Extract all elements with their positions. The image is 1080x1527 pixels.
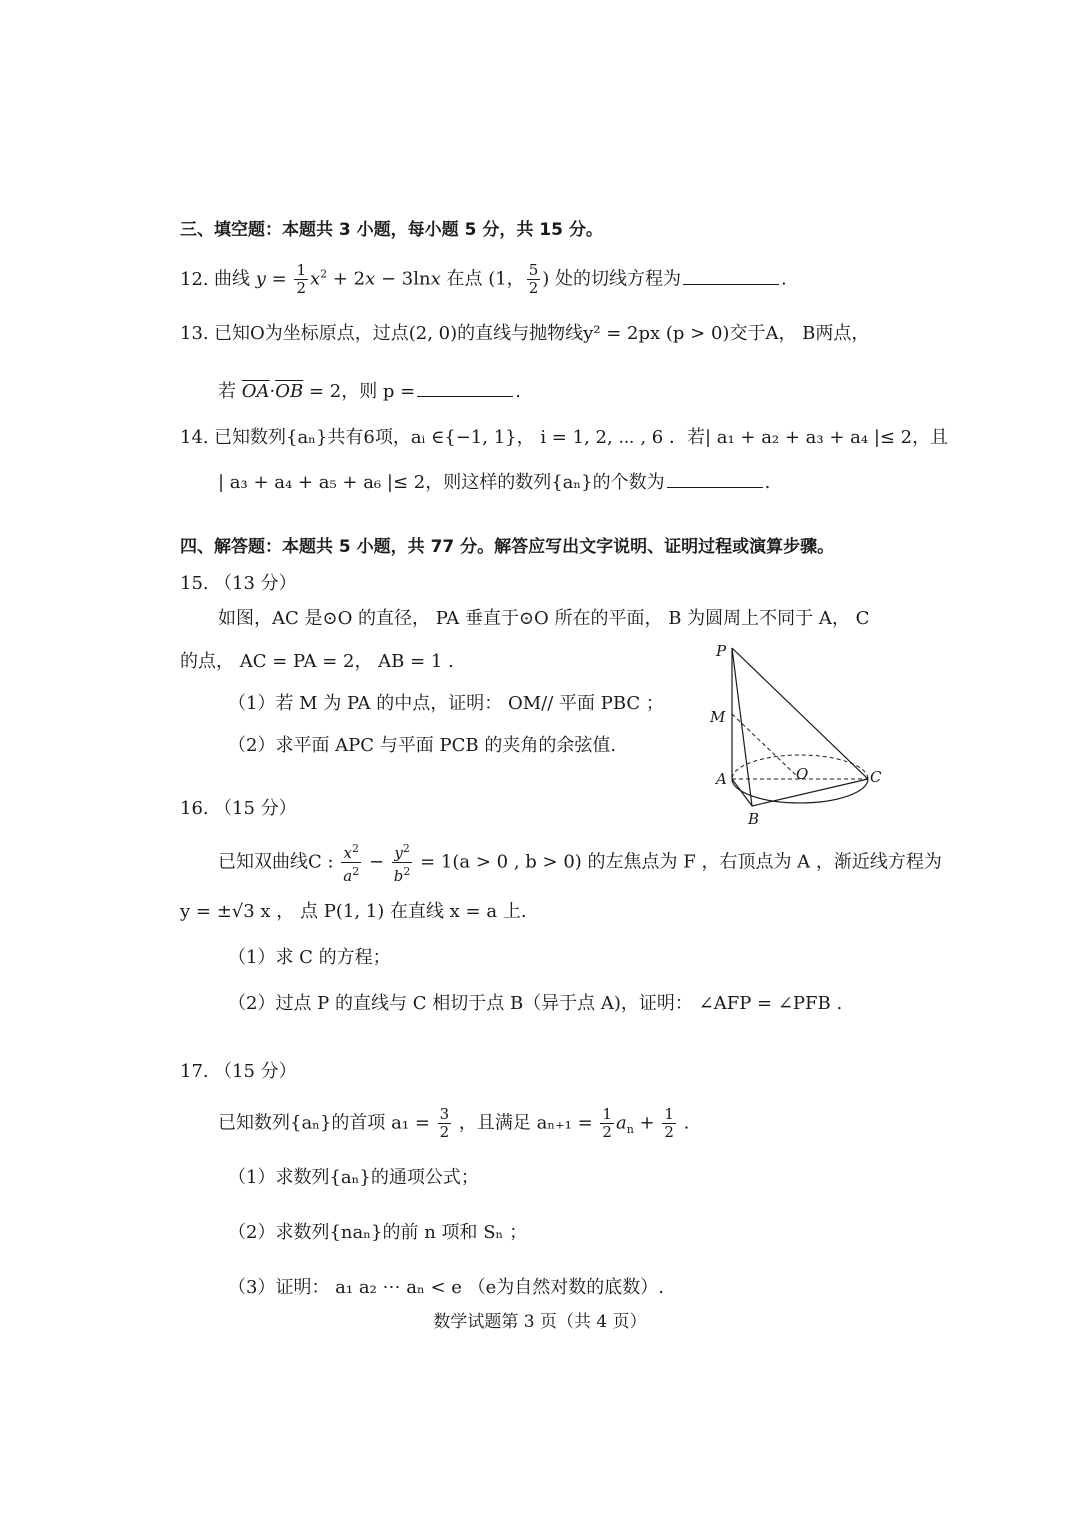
q15-text-2: 的点， AC = PA = 2， AB = 1 .	[180, 651, 454, 672]
page-footer: 数学试题第 3 页（共 4 页）	[433, 1312, 647, 1332]
label-O: O	[796, 765, 809, 783]
label-C: C	[870, 768, 882, 786]
q14-text-1: 已知数列{aₙ}共有6项，aᵢ ∈{−1, 1}， i = 1, 2, ⋯ , 6 ．若| a₁ + a₂ + a₃ + a₄ |≤ 2，且	[214, 427, 949, 448]
q12-answer-blank	[683, 266, 779, 285]
question-13	[180, 322, 869, 346]
segment-BC	[752, 779, 868, 806]
segment-PC	[732, 648, 868, 779]
q16-text-1: 已知双曲线C : $\frac{x^2}{a^2}$ − $\frac{y^2}{b^2}$ = 1(a > 0 , b > 0) 的左焦点为 F ，右顶点为 A ，渐近线方程为	[218, 842, 942, 885]
label-M: M	[710, 708, 726, 726]
q17-number: 17.	[180, 1061, 209, 1082]
q16-number: 16.	[180, 798, 209, 819]
q14-text-2: | a₃ + a₄ + a₅ + a₆ |≤ 2，则这样的数列{aₙ}的个数为	[218, 472, 665, 493]
q13-text-1: 已知O为坐标原点，过点(2, 0)的直线与抛物线y² = 2px (p > 0)交于A， B两点，	[214, 323, 870, 344]
q17-text-1b: ，且满足 aₙ₊₁ =	[458, 1112, 593, 1134]
q17-part-2: （2）求数列{naₙ}的前 n 项和 Sₙ ；	[228, 1222, 528, 1243]
question-14-line2: | a₃ + a₄ + a₅ + a₆ |≤ 2，则这样的数列{aₙ}的个数为 .	[218, 469, 770, 495]
question-14	[180, 426, 948, 450]
q15-number: 15.	[180, 573, 209, 594]
question-12: 12. 曲线 y = $\frac{1}{2}$ $x^2 + 2x - 3\ln x$ 在点 (1， $\frac{5}{2}$ ) 处的切线方程为 .	[180, 261, 787, 297]
q17-part-3: （3）证明： a₁ a₂ ⋯ aₙ < e （e为自然对数的底数）.	[228, 1277, 665, 1298]
q12-suffix: 处的切线方程为	[554, 268, 681, 290]
q15-part-1: （1）若 M 为 PA 的中点，证明： OM// 平面 PBC ；	[228, 693, 664, 714]
q13-text-2b: = 2，则 p =	[308, 381, 416, 402]
q17-score: （15 分）	[214, 1061, 297, 1082]
q15-part-2: （2）求平面 APC 与平面 PCB 的夹角的余弦值.	[228, 735, 617, 756]
q17-part-1: （1）求数列{aₙ}的通项公式；	[228, 1167, 479, 1188]
q15-score: （13 分）	[214, 573, 297, 594]
label-A: A	[716, 770, 727, 788]
q13-answer-blank	[417, 378, 513, 397]
q16-score: （15 分）	[214, 798, 297, 819]
section4-heading: 四、解答题：本题共 5 小题，共 77 分。解答应写出文字说明、证明过程或演算步骤。	[180, 537, 835, 557]
segment-MO	[732, 714, 800, 779]
question-15-header	[180, 572, 297, 596]
label-B: B	[748, 810, 760, 828]
q12-number: 12.	[180, 268, 209, 290]
q16-text-1a: 已知双曲线C :	[218, 851, 334, 873]
q15-text-1: 如图，AC 是⊙O 的直径， PA 垂直于⊙O 所在的平面， B 为圆周上不同于 A， C	[218, 608, 870, 629]
q13-number: 13.	[180, 323, 209, 344]
q17-text-1: 已知数列{aₙ}的首项 a₁ = $\frac{3}{2}$ ，且满足 aₙ₊₁ = $\frac{1}{2}$ $a_n$ + $\frac{1}{2}$ .	[218, 1105, 690, 1141]
question-17-header	[180, 1060, 297, 1084]
q16-part-2: （2）过点 P 的直线与 C 相切于点 B（异于点 A)，证明： ∠AFP = ∠PFB .	[228, 993, 843, 1014]
q15-cone-figure	[700, 636, 900, 836]
q13-text-2a: 若	[218, 381, 236, 402]
q14-answer-blank	[667, 469, 763, 488]
q16-text-1b: = 1(a > 0 , b > 0) 的左焦点为 F ，右顶点为 A ，渐近线方程为	[420, 851, 942, 873]
q16-part-1: （1）求 C 的方程；	[228, 947, 391, 968]
question-16-header	[180, 797, 297, 821]
q14-number: 14.	[180, 427, 209, 448]
q16-text-2: y = ±√3 x ， 点 P(1, 1) 在直线 x = a 上.	[180, 901, 527, 922]
q12-prefix: 曲线	[214, 268, 250, 290]
question-13-line2: 若 $\overline{OA}\cdot\overline{OB} = 2$，则 p = .	[218, 378, 521, 404]
q17-text-1a: 已知数列{aₙ}的首项 a₁ =	[218, 1112, 430, 1134]
section3-heading: 三、填空题：本题共 3 小题，每小题 5 分，共 15 分。	[180, 220, 603, 240]
label-P: P	[716, 642, 727, 660]
